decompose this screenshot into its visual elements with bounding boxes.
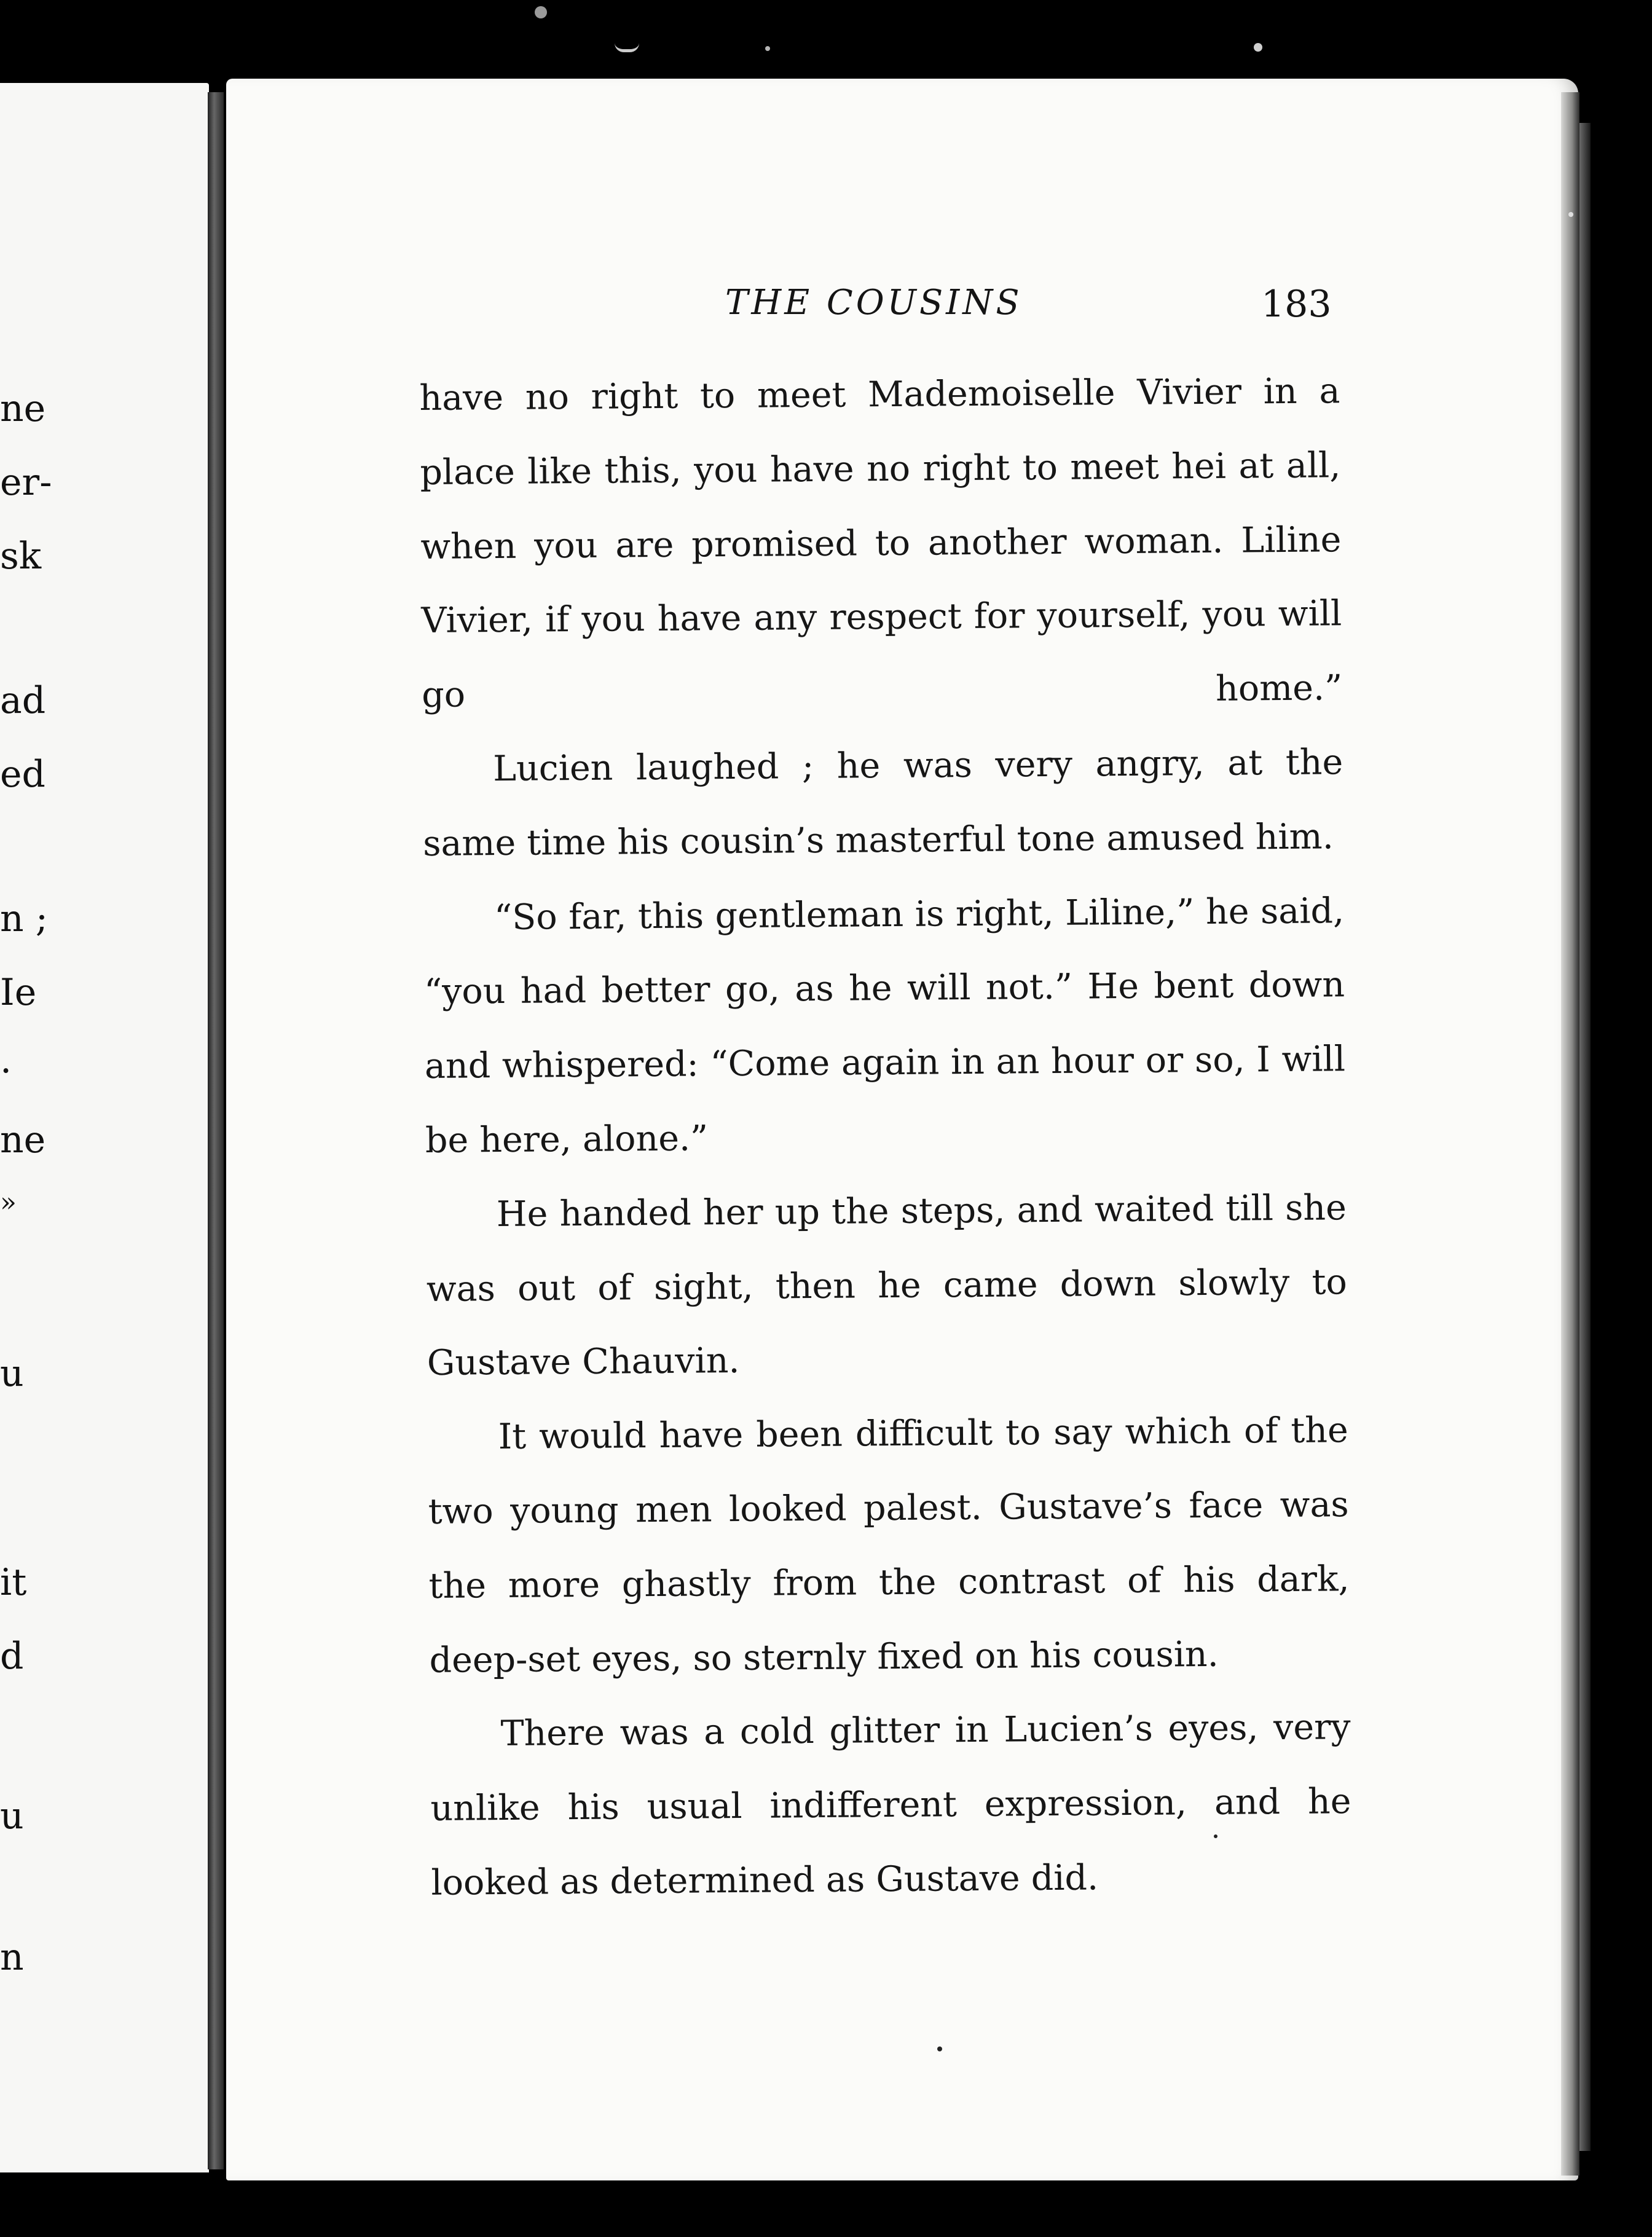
- left-page-fragment: ne: [0, 1118, 46, 1162]
- paragraph: Lucien laughed ; he was very angry, at the same time his cousin’s masterful tone amused him.: [422, 742, 1343, 864]
- left-facing-page: [0, 83, 209, 2172]
- book-gutter: [208, 92, 224, 2169]
- paragraph: He handed her up the steps, and waited till she was out of sight, then he came down slowly to Gustave Chauvin.: [426, 1187, 1348, 1384]
- scan-speck: [765, 46, 770, 51]
- left-page-fragment: n ;: [0, 897, 48, 940]
- left-page-fragment: n: [0, 1936, 24, 1979]
- left-page-fragment: u: [0, 1352, 24, 1395]
- page-edge-shadow: [1579, 123, 1591, 2151]
- page-number: 183: [1261, 283, 1332, 326]
- left-page-fragment: ed: [0, 753, 45, 796]
- left-page-fragment: Ie: [0, 971, 37, 1014]
- paragraph: “So far, this gentleman is right, Liline,” he said, “you had better go, as he will not.” He bent down and whispered: “Come again in an hour or so, I will be here, alone.”: [423, 890, 1346, 1161]
- body-text: [419, 354, 1352, 1920]
- left-page-fragment: sk: [0, 535, 42, 578]
- scan-speck: [1568, 212, 1573, 217]
- scan-speck: [1214, 1834, 1217, 1838]
- page-edge: [1561, 92, 1579, 2176]
- left-page-fragment: d: [0, 1635, 24, 1678]
- paragraph: There was a cold glitter in Lucien’s eyes, very unlike his usual indifferent expression, and he looked as determined as Gustave did.: [430, 1707, 1351, 1903]
- scan-speck: [615, 43, 639, 52]
- scan-speck: [1254, 43, 1262, 52]
- left-page-fragment: »: [0, 1187, 17, 1218]
- left-page-fragment: u: [0, 1795, 24, 1838]
- left-page-fragment: ne: [0, 387, 46, 430]
- paragraph: It would have been difficult to say which of the two young men looked palest. Gustave’s face was the more ghastly from the contrast of his dark, deep-set eyes, so sternly fixed on his cousin.: [428, 1410, 1350, 1681]
- paragraph: have no right to meet Mademoiselle Vivier in a place like this, you have no right to meet hei at all, when you are promised to another woman. Liline Vivier, if you have any respect for yourself, you will go home.”: [419, 371, 1343, 716]
- left-page-fragment: .: [0, 1039, 12, 1082]
- running-head: THE COUSINS: [725, 283, 1023, 323]
- scan-speck: [937, 2046, 942, 2051]
- scan-speck: [535, 6, 547, 18]
- left-page-fragment: it: [0, 1561, 27, 1604]
- left-page-fragment: er-: [0, 461, 52, 504]
- left-page-fragment: ad: [0, 679, 46, 722]
